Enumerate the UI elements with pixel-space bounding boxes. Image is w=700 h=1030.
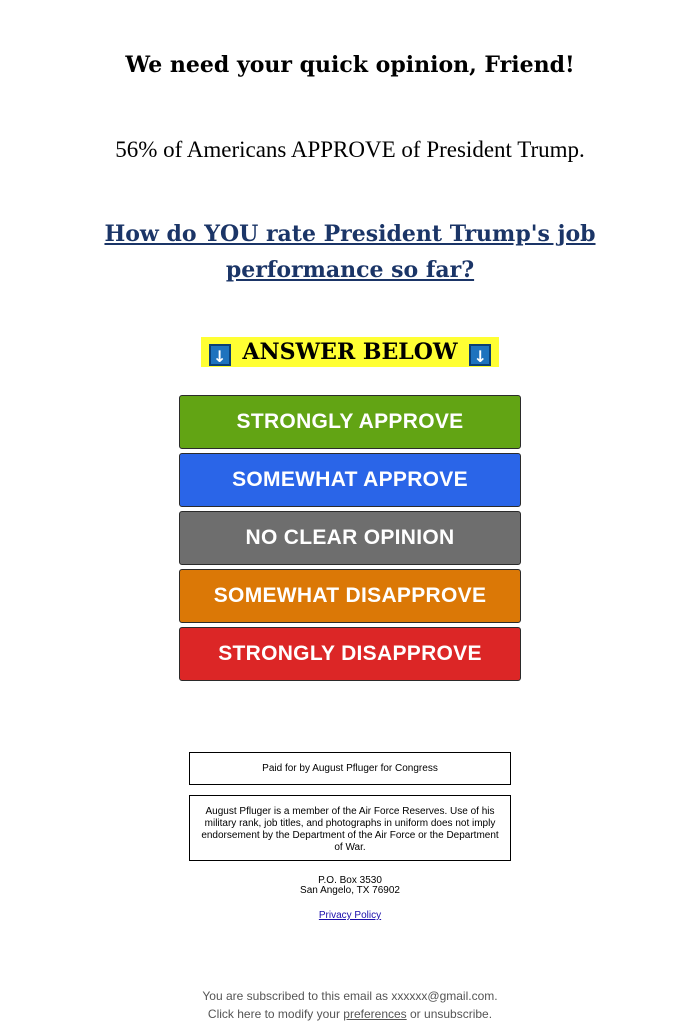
subscribed-line [0,987,700,1005]
modify-line [0,1005,700,1023]
vote-options [179,395,521,685]
subscription-footer [0,987,700,1023]
down-arrow-icon: ↓ [209,344,231,366]
modify-prefix: Click here to modify your [207,1007,344,1021]
subscribed-suffix: . [494,989,498,1003]
answer-below-banner [0,337,700,367]
mailing-address [0,876,700,896]
privacy-policy-link[interactable]: Privacy Policy [318,910,382,921]
unsubscribe-link[interactable]: unsubscribe [424,1007,489,1021]
no-clear-opinion-button[interactable]: NO CLEAR OPINION [179,511,521,565]
answer-below-highlight [201,337,500,367]
subscribed-email: xxxxxx@gmail.com [391,989,495,1003]
subscribed-prefix: You are subscribed to this email as [202,989,392,1003]
modify-middle: or [406,1007,425,1021]
down-arrow-icon: ↓ [469,344,491,366]
address-line-2: San Angelo, TX 76902 [300,885,400,896]
preferences-link[interactable]: preferences [343,1007,407,1021]
approval-stat: 56% of Americans APPROVE of President Trump. [115,137,585,162]
email-headline: We need your quick opinion, Friend! [125,52,575,78]
strongly-disapprove-button[interactable]: STRONGLY DISAPPROVE [179,627,521,681]
question-link[interactable]: How do YOU rate President Trump's job performance so far? [104,221,596,283]
somewhat-disapprove-button[interactable]: SOMEWHAT DISAPPROVE [179,569,521,623]
paid-for-notice: Paid for by August Pfluger for Congress [189,752,511,785]
strongly-approve-button[interactable]: STRONGLY APPROVE [179,395,521,449]
modify-suffix: . [488,1007,493,1021]
address-line-1: P.O. Box 3530 [318,875,382,886]
military-disclaimer: August Pfluger is a member of the Air Force Reserves. Use of his military rank, job titles, and photographs in uniform does not imply endorsement by the Department of the Air Force or the Department of War. [189,795,511,861]
privacy-section [0,910,700,922]
answer-below-label: ANSWER BELOW [242,339,458,365]
somewhat-approve-button[interactable]: SOMEWHAT APPROVE [179,453,521,507]
